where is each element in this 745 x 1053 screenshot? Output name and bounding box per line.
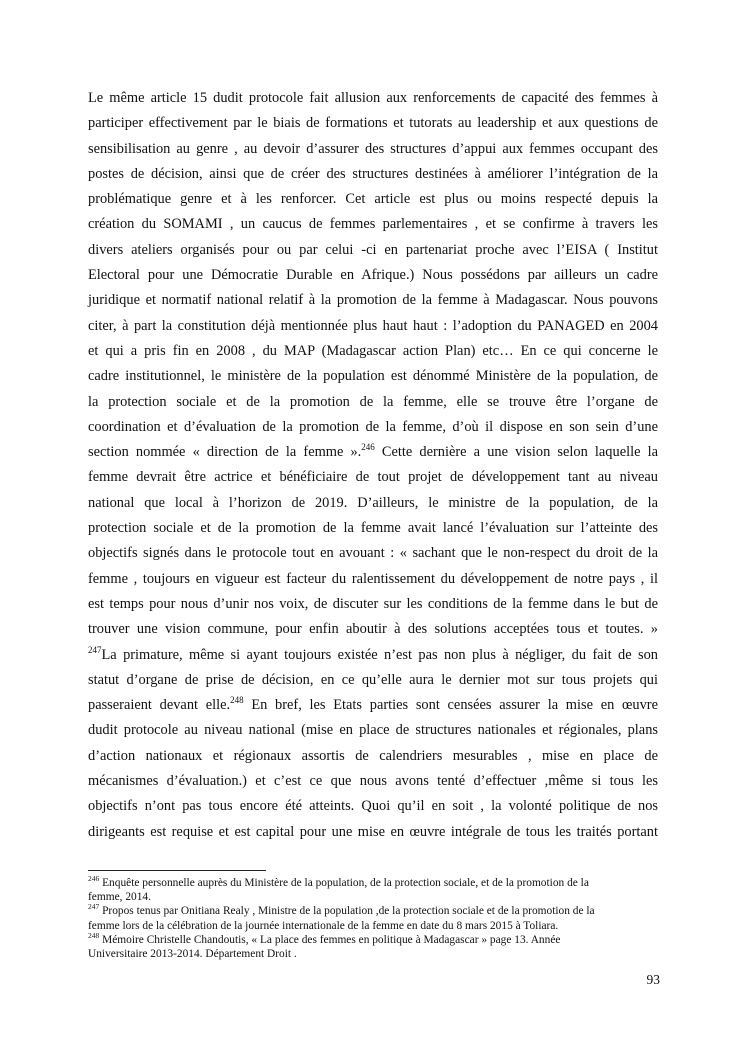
text-line: dudit protocole au niveau national (mise en place de structures nationales et régionales, plans: [88, 722, 658, 739]
text-line: objectifs n’ont pas tous encore été atteints. Quoi qu’il en soit , la volonté politique de nos: [88, 798, 658, 815]
text-line: Le même article 15 dudit protocole fait allusion aux renforcements de capacité des femmes à: [88, 90, 658, 106]
text-line: objectifs signés dans le protocole tout en avouant : « sachant que le non-respect du droit de la: [88, 545, 658, 562]
footnote-reference-248[interactable]: 248: [230, 695, 244, 706]
footnotes: [88, 876, 658, 961]
text-line: Electoral pour une Démocratie Durable en Afrique.) Nous possédons par ailleurs un cadre: [88, 267, 658, 284]
footnote-text: femme, 2014.: [88, 891, 151, 904]
footnote-text: Universitaire 2013-2014. Département Droit .: [88, 948, 297, 961]
text-segment: section nommée « direction de la femme ».: [88, 444, 362, 461]
text-line: cadre institutionnel, le ministère de la population est dénommé Ministère de la population, de: [88, 368, 658, 385]
text-segment: Cette dernière a une vision selon laquelle la: [374, 444, 658, 461]
text-line: d’action nationaux et régionaux assortis de calendriers mesurables , mise en place de: [88, 747, 658, 764]
text-line: juridique et normatif national relatif à la promotion de la femme à Madagascar. Nous pouvons: [88, 292, 658, 309]
text-line: mécanismes d’évaluation.) et c’est ce que nous avons tenté d’effectuer ,même si tous les: [88, 773, 658, 790]
footnote-248: [88, 933, 658, 961]
text-line: femme , toujours en vigueur est facteur du ralentissement du développement de notre pays , il: [88, 570, 658, 587]
text-line: coordination et d’évaluation de la promotion de la femme, d’où il dispose en son sein d’une: [88, 418, 658, 435]
footnote-number: 248: [88, 931, 100, 941]
text-line: [88, 693, 658, 718]
page-number: 93: [646, 972, 660, 987]
text-line: participer effectivement par le biais de formations et tutorats au leadership et aux questions de: [88, 115, 658, 132]
text-segment: En bref, les Etats parties sont censées assurer la mise en œuvre: [243, 697, 658, 714]
text-line: [88, 440, 658, 465]
text-line: la protection sociale et de la promotion de la femme, elle se trouve être l’organe de: [88, 393, 658, 410]
footnote-number: 247: [88, 902, 100, 912]
footnote-number: 246: [88, 874, 100, 884]
text-segment: La primature, même si ayant toujours existée n’est pas non plus à négliger, du fait de son: [101, 646, 658, 663]
footnote-text: Enquête personnelle auprès du Ministère de la population, de la protection sociale, et de la promotion de la: [99, 877, 589, 889]
text-line: sensibilisation au genre , au devoir d’assurer des structures d’appui aux femmes occupant des: [88, 140, 658, 157]
text-line: trouver une vision commune, pour enfin aboutir à des solutions acceptées tous et toutes. »: [88, 621, 658, 638]
text-line: est temps pour nous d’unir nos voix, de discuter sur les conditions de la femme dans le but de: [88, 595, 658, 612]
footnote-247: [88, 904, 658, 932]
footnote-reference-247[interactable]: 247: [88, 644, 102, 655]
text-line: dirigeants est requise et est capital pour une mise en œuvre intégrale de tous les traités portant: [88, 823, 658, 840]
text-segment: passeraient devant elle.: [88, 697, 231, 714]
text-line: problématique genre et à les renforcer. Cet article est plus ou moins respecté depuis la: [88, 191, 658, 208]
text-line: citer, à part la constitution déjà mentionnée plus haut haut : l’adoption du PANAGED en 2004: [88, 317, 658, 334]
footnote-reference-246[interactable]: 246: [361, 442, 375, 453]
footnote-246: [88, 876, 658, 904]
footnote-separator: [88, 870, 266, 871]
footnote-text: femme lors de la célébration de la journée internationale de la femme en date du 8 mars 2015 à Toliara.: [88, 919, 559, 932]
text-line: statut d’organe de prise de décision, en ce qu’elle aura le dernier mot sur tous projets qui: [88, 671, 658, 688]
footnote-text: Mémoire Christelle Chandoutis, « La place des femmes en politique à Madagascar » page 13. Année: [99, 933, 561, 946]
text-line: création du SOMAMI , un caucus de femmes parlementaires , et se confirme à travers les: [88, 216, 658, 233]
text-line: et qui a pris fin en 2008 , du MAP (Madagascar action Plan) etc… En ce qui concerne le: [88, 342, 658, 359]
text-line: postes de décision, ainsi que de créer des structures destinées à améliorer l’intégration de la: [88, 165, 658, 182]
text-line: [88, 643, 658, 668]
text-line: femme devrait être actrice et bénéficiaire de tout projet de développement tant au niveau: [88, 469, 658, 486]
body-paragraph: [88, 86, 658, 845]
text-line: divers ateliers organisés pour ou par celui -ci en partenariat proche avec l’EISA ( Institut: [88, 241, 658, 258]
text-line: national que local à l’horizon de 2019. D’ailleurs, le ministre de la population, de la: [88, 494, 658, 511]
footnote-text: Propos tenus par Onitiana Realy , Ministre de la population ,de la protection sociale et de la promotion de la: [99, 905, 595, 918]
text-line: protection sociale et de la promotion de la femme avait lancé l’évaluation sur l’atteinte des: [88, 520, 658, 537]
